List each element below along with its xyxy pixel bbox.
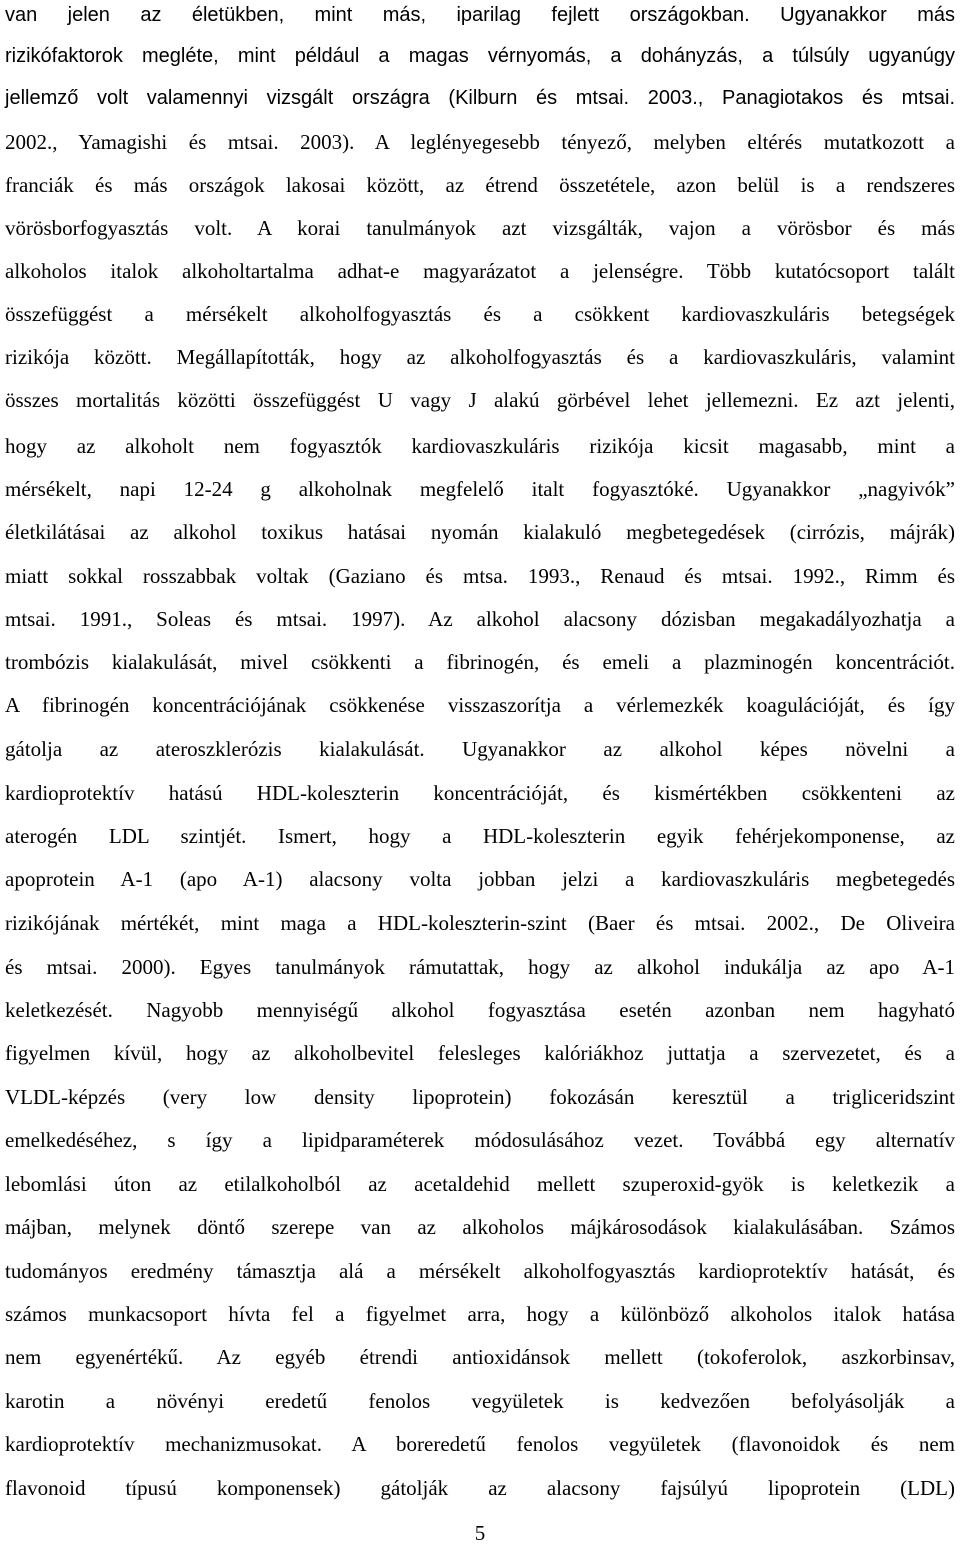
text-line: mérsékelt, napi 12-24 g alkoholnak megfelelő italt fogyasztóké. Ugyanakkor „nagyivók” bbox=[5, 477, 955, 501]
text-line: trombózis kialakulását, mivel csökkenti a fibrinogén, és emeli a plazminogén koncentrációt. bbox=[5, 650, 955, 674]
text-line: lebomlási úton az etilalkoholból az acetaldehid mellett szuperoxid-gyök is keletkezik a bbox=[5, 1172, 955, 1196]
text-line: rizikójának mértékét, mint maga a HDL-koleszterin-szint (Baer és mtsai. 2002., De Oliveira bbox=[5, 911, 955, 935]
page-number: 5 bbox=[474, 1521, 486, 1545]
text-line: flavonoid típusú komponensek) gátolják az alacsony fajsúlyú lipoprotein (LDL) bbox=[5, 1476, 955, 1500]
text-line: hogy az alkoholt nem fogyasztók kardiovaszkuláris rizikója kicsit magasabb, mint a bbox=[5, 434, 955, 458]
text-line: miatt sokkal rosszabbak voltak (Gaziano és mtsa. 1993., Renaud és mtsai. 1992., Rimm és bbox=[5, 564, 955, 588]
text-line: rizikója között. Megállapították, hogy az alkoholfogyasztás és a kardiovaszkuláris, valamint bbox=[5, 345, 955, 369]
document-page bbox=[5, 0, 955, 1545]
text-line: májban, melynek döntő szerepe van az alkoholos májkárosodások kialakulásában. Számos bbox=[5, 1215, 955, 1239]
text-line: franciák és más országok lakosai között, az étrend összetétele, azon belül is a rendszeres bbox=[5, 173, 955, 197]
text-line: számos munkacsoport hívta fel a figyelmet arra, hogy a különböző alkoholos italok hatása bbox=[5, 1302, 955, 1326]
text-line: 2002., Yamagishi és mtsai. 2003). A leglényegesebb tényező, melyben eltérés mutatkozott a bbox=[5, 130, 955, 154]
text-line: és mtsai. 2000). Egyes tanulmányok rámutattak, hogy az alkohol indukálja az apo A-1 bbox=[5, 955, 955, 979]
text-line: emelkedéséhez, s így a lipidparaméterek módosulásához vezet. Továbbá egy alternatív bbox=[5, 1128, 955, 1152]
text-line: van jelen az életükben, mint más, iparilag fejlett országokban. Ugyanakkor más bbox=[5, 4, 955, 26]
text-line: karotin a növényi eredetű fenolos vegyületek is kedvezően befolyásolják a bbox=[5, 1389, 955, 1413]
text-line: rizikófaktorok megléte, mint például a magas vérnyomás, a dohányzás, a túlsúly ugyanúgy bbox=[5, 45, 955, 67]
text-line: alkoholos italok alkoholtartalma adhat-e magyarázatot a jelenségre. Több kutatócsoport talált bbox=[5, 259, 955, 283]
text-line: keletkezését. Nagyobb mennyiségű alkohol fogyasztása esetén azonban nem hagyható bbox=[5, 998, 955, 1022]
text-line: kardioprotektív mechanizmusokat. A boreredetű fenolos vegyületek (flavonoidok és nem bbox=[5, 1432, 955, 1456]
text-line: gátolja az ateroszklerózis kialakulását. Ugyanakkor az alkohol képes növelni a bbox=[5, 737, 955, 761]
text-line: összefüggést a mérsékelt alkoholfogyasztás és a csökkent kardiovaszkuláris betegségek bbox=[5, 302, 955, 326]
text-line: vörösborfogyasztás volt. A korai tanulmányok azt vizsgálták, vajon a vörösbor és más bbox=[5, 216, 955, 240]
text-line: tudományos eredmény támasztja alá a mérsékelt alkoholfogyasztás kardioprotektív hatását, és bbox=[5, 1259, 955, 1283]
text-line: összes mortalitás közötti összefüggést U vagy J alakú görbével lehet jellemezni. Ez azt jelenti, bbox=[5, 388, 955, 412]
text-line: kardioprotektív hatású HDL-koleszterin koncentrációját, és kismértékben csökkenteni az bbox=[5, 781, 955, 805]
text-line: VLDL-képzés (very low density lipoprotein) fokozásán keresztül a trigliceridszint bbox=[5, 1085, 955, 1109]
text-line: mtsai. 1991., Soleas és mtsai. 1997). Az alkohol alacsony dózisban megakadályozhatja a bbox=[5, 607, 955, 631]
text-line: nem egyenértékű. Az egyéb étrendi antioxidánsok mellett (tokoferolok, aszkorbinsav, bbox=[5, 1345, 955, 1369]
text-line: apoprotein A-1 (apo A-1) alacsony volta jobban jelzi a kardiovaszkuláris megbetegedés bbox=[5, 867, 955, 891]
text-line: jellemző volt valamennyi vizsgált országra (Kilburn és mtsai. 2003., Panagiotakos és mtsai. bbox=[5, 87, 955, 109]
text-line: A fibrinogén koncentrációjának csökkenése visszaszorítja a vérlemezkék koagulációját, és így bbox=[5, 693, 955, 717]
text-line: életkilátásai az alkohol toxikus hatásai nyomán kialakuló megbetegedések (cirrózis, májrák) bbox=[5, 520, 955, 544]
text-line: aterogén LDL szintjét. Ismert, hogy a HDL-koleszterin egyik fehérjekomponense, az bbox=[5, 824, 955, 848]
text-line: figyelmen kívül, hogy az alkoholbevitel felesleges kalóriákhoz juttatja a szervezetet, és a bbox=[5, 1041, 955, 1065]
